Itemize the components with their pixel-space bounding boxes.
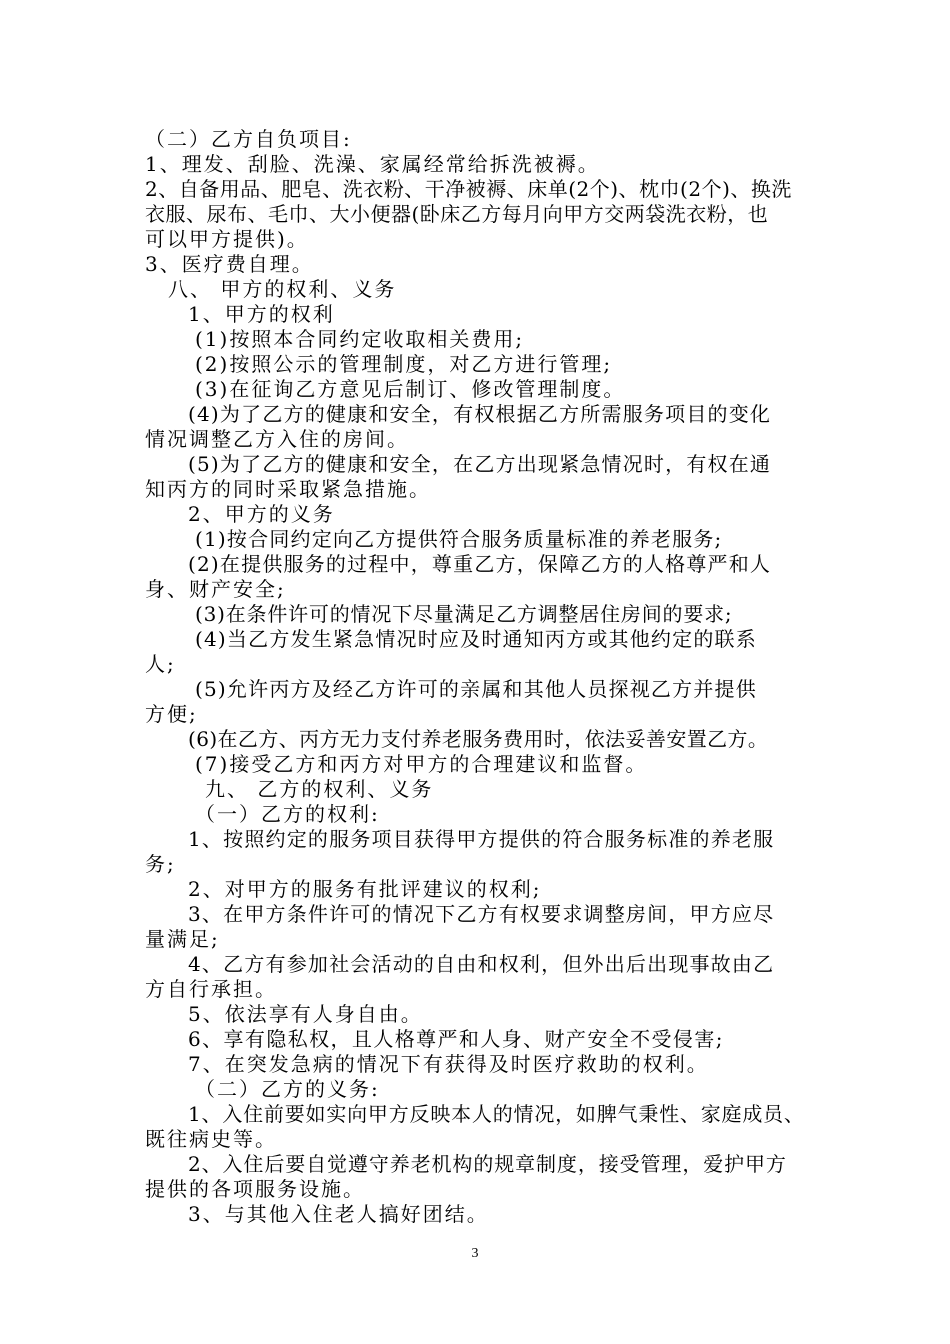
text-line: 3、在甲方条件许可的情况下乙方有权要求调整房间，甲方应尽: [188, 902, 775, 926]
text-line: 5、依法享有人身自由。: [188, 1002, 423, 1026]
text-line: (3)在征询乙方意见后制订、修改管理制度。: [195, 377, 626, 401]
text-line: 4、乙方有参加社会活动的自由和权利，但外出后出现事故由乙: [188, 952, 775, 976]
text-line: 1、理发、刮脸、洗澡、家属经常给拆洗被褥。: [145, 152, 600, 176]
text-line: (4)为了乙方的健康和安全，有权根据乙方所需服务项目的变化: [188, 402, 772, 426]
text-line: (1)按合同约定向乙方提供符合服务质量标准的养老服务;: [195, 527, 723, 551]
subsection-heading: 1、甲方的权利: [188, 302, 335, 326]
text-line: (4)当乙方发生紧急情况时应及时通知丙方或其他约定的联系: [195, 627, 757, 651]
text-line: 务;: [145, 852, 176, 876]
text-line: (5)允许丙方及经乙方许可的亲属和其他人员探视乙方并提供: [195, 677, 757, 701]
section-heading: 九、 乙方的权利、义务: [205, 777, 434, 801]
text-line: 提供的各项服务设施。: [145, 1177, 365, 1201]
text-line: (2)按照公示的管理制度，对乙方进行管理;: [195, 352, 613, 376]
text-line: 衣服、尿布、毛巾、大小便器(卧床乙方每月向甲方交两袋洗衣粉，也: [145, 202, 769, 226]
text-line: 既往病史等。: [145, 1127, 277, 1151]
text-line: (3)在条件许可的情况下尽量满足乙方调整居住房间的要求;: [195, 602, 733, 626]
text-line: 可以甲方提供)。: [145, 227, 309, 251]
subsection-heading: （二）乙方的义务:: [195, 1077, 380, 1101]
page-number: 3: [471, 1246, 479, 1261]
subsection-heading: 2、甲方的义务: [188, 502, 335, 526]
text-line: 方自行承担。: [145, 977, 277, 1001]
text-line: 人;: [145, 652, 176, 676]
text-line: 6、享有隐私权，且人格尊严和人身、财产安全不受侵害;: [188, 1027, 724, 1051]
text-line: 2、入住后要自觉遵守养老机构的规章制度，接受管理，爱护甲方: [188, 1152, 787, 1176]
text-line: (7)接受乙方和丙方对甲方的合理建议和监督。: [195, 752, 648, 776]
text-line: 方便;: [145, 702, 198, 726]
text-line: 2、自备用品、肥皂、洗衣粉、干净被褥、床单(2个)、枕巾(2个)、换洗: [145, 177, 792, 201]
text-line: 知丙方的同时采取紧急措施。: [145, 477, 431, 501]
text-line: 身、财产安全;: [145, 577, 286, 601]
text-line: 7、在突发急病的情况下有获得及时医疗救助的权利。: [188, 1052, 709, 1076]
section-heading: 八、 甲方的权利、义务: [168, 277, 397, 301]
text-line: （二）乙方自负项目:: [145, 127, 352, 151]
text-line: 量满足;: [145, 927, 220, 951]
text-line: 1、入住前要如实向甲方反映本人的情况，如脾气秉性、家庭成员、: [188, 1102, 805, 1126]
text-line: (5)为了乙方的健康和安全，在乙方出现紧急情况时，有权在通: [188, 452, 772, 476]
subsection-heading: （一）乙方的权利:: [195, 802, 380, 826]
text-line: 3、与其他入住老人搞好团结。: [188, 1202, 489, 1226]
text-line: (2)在提供服务的过程中，尊重乙方，保障乙方的人格尊严和人: [188, 552, 772, 576]
text-line: 3、医疗费自理。: [145, 252, 314, 276]
text-line: (1)按照本合同约定收取相关费用;: [195, 327, 525, 351]
text-line: 情况调整乙方入住的房间。: [145, 427, 409, 451]
text-line: 1、按照约定的服务项目获得甲方提供的符合服务标准的养老服: [188, 827, 775, 851]
text-line: 2、对甲方的服务有批评建议的权利;: [188, 877, 542, 901]
text-line: (6)在乙方、丙方无力支付养老服务费用时，依法妥善安置乙方。: [188, 727, 769, 751]
